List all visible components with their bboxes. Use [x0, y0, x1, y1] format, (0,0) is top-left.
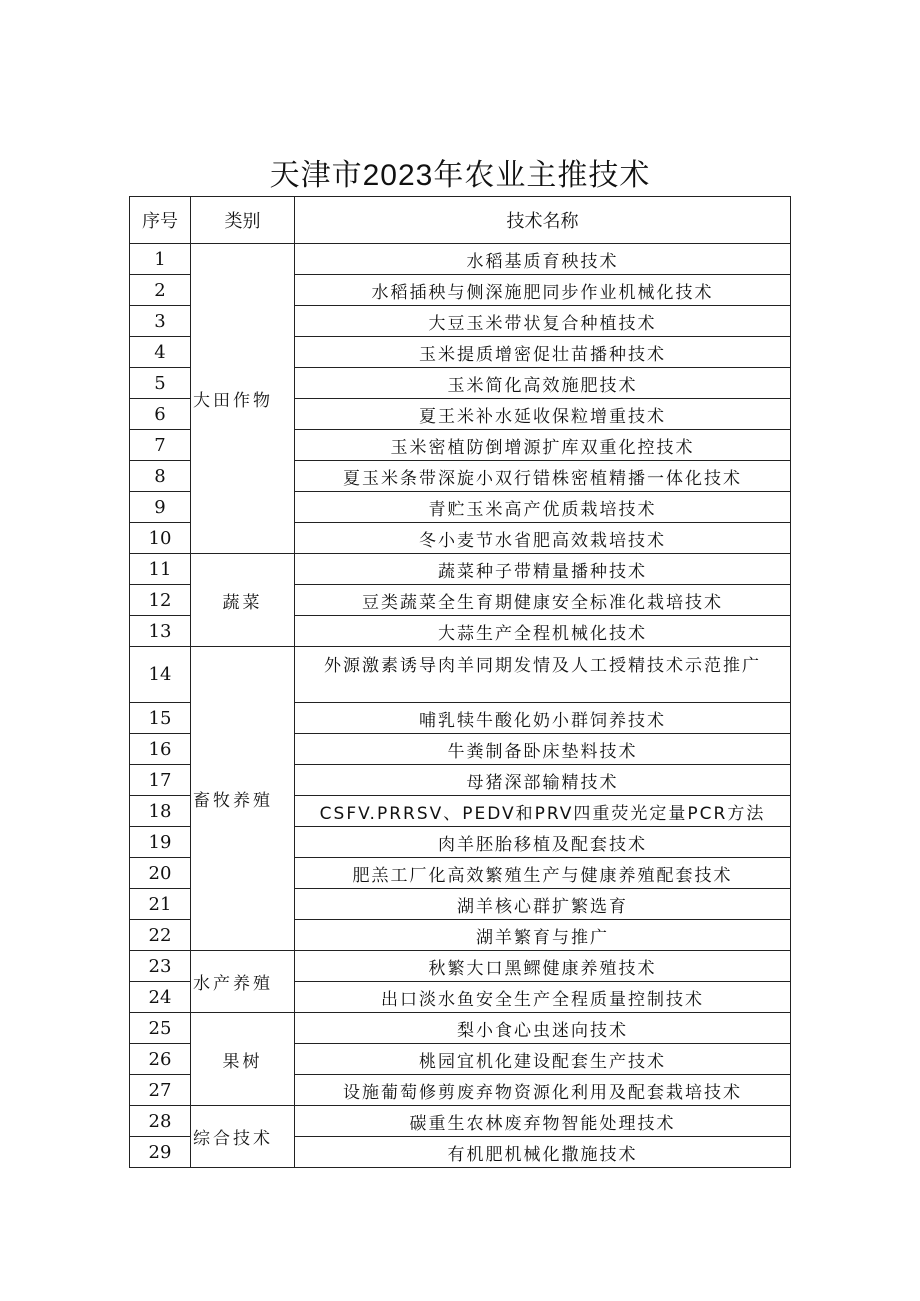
- tech-name: 大蒜生产全程机械化技术: [295, 616, 791, 647]
- category-cell: 水产养殖: [191, 951, 295, 1013]
- category-cell: 大田作物: [191, 244, 295, 554]
- category-cell: 蔬菜: [191, 554, 295, 647]
- table-row: [130, 951, 791, 982]
- row-index: 2: [130, 275, 191, 306]
- row-index: 14: [130, 647, 191, 703]
- row-index: 27: [130, 1075, 191, 1106]
- row-index: 26: [130, 1044, 191, 1075]
- row-index: 8: [130, 461, 191, 492]
- page-title: 天津市2023年农业主推技术: [269, 159, 651, 192]
- row-index: 18: [130, 796, 191, 827]
- table-row: [130, 554, 791, 585]
- tech-name: 夏王米补水延收保粒增重技术: [295, 399, 791, 430]
- tech-name: 玉米密植防倒增源扩库双重化控技术: [295, 430, 791, 461]
- tech-name: 碳重生农林废弃物智能处理技术: [295, 1106, 791, 1137]
- tech-name: 玉米提质增密促壮苗播种技术: [295, 337, 791, 368]
- tech-name: 设施葡萄修剪废弃物资源化利用及配套栽培技术: [295, 1075, 791, 1106]
- tech-name: 出口淡水鱼安全生产全程质量控制技术: [295, 982, 791, 1013]
- tech-name: 梨小食心虫迷向技术: [295, 1013, 791, 1044]
- row-index: 6: [130, 399, 191, 430]
- table-header-row: [130, 197, 791, 244]
- tech-name: 哺乳犊牛酸化奶小群饲养技术: [295, 703, 791, 734]
- header-category: 类别: [191, 197, 295, 244]
- category-cell: 畜牧养殖: [191, 647, 295, 951]
- tech-name: 青贮玉米高产优质栽培技术: [295, 492, 791, 523]
- row-index: 1: [130, 244, 191, 275]
- table-row: [130, 1106, 791, 1137]
- tech-name: 外源激素诱导肉羊同期发情及人工授精技术示范推广: [295, 647, 791, 703]
- table-row: [130, 1013, 791, 1044]
- header-index: 序号: [130, 197, 191, 244]
- row-index: 4: [130, 337, 191, 368]
- row-index: 17: [130, 765, 191, 796]
- row-index: 9: [130, 492, 191, 523]
- category-cell: 果树: [191, 1013, 295, 1106]
- category-cell: 综合技术: [191, 1106, 295, 1168]
- row-index: 22: [130, 920, 191, 951]
- table-row: [130, 244, 791, 275]
- row-index: 3: [130, 306, 191, 337]
- tech-name: 豆类蔬菜全生育期健康安全标准化栽培技术: [295, 585, 791, 616]
- row-index: 29: [130, 1137, 191, 1168]
- row-index: 20: [130, 858, 191, 889]
- row-index: 12: [130, 585, 191, 616]
- row-index: 11: [130, 554, 191, 585]
- tech-name: 蔬菜种子带精量播种技术: [295, 554, 791, 585]
- tech-table: [129, 196, 791, 1168]
- tech-name: 冬小麦节水省肥高效栽培技术: [295, 523, 791, 554]
- tech-name: 秋繁大口黑鳏健康养殖技术: [295, 951, 791, 982]
- row-index: 10: [130, 523, 191, 554]
- tech-name: 肥羔工厂化高效繁殖生产与健康养殖配套技术: [295, 858, 791, 889]
- tech-name: 有机肥机械化撒施技术: [295, 1137, 791, 1168]
- row-index: 5: [130, 368, 191, 399]
- tech-name: 水稻基质育秧技术: [295, 244, 791, 275]
- header-tech: 技术名称: [295, 197, 791, 244]
- tech-name: 大豆玉米带状复合种植技术: [295, 306, 791, 337]
- tech-name: 湖羊核心群扩繁选育: [295, 889, 791, 920]
- row-index: 21: [130, 889, 191, 920]
- row-index: 24: [130, 982, 191, 1013]
- row-index: 28: [130, 1106, 191, 1137]
- table-body: [130, 244, 791, 1168]
- row-index: 19: [130, 827, 191, 858]
- row-index: 7: [130, 430, 191, 461]
- tech-name: 夏玉米条带深旋小双行错株密植精播一体化技术: [295, 461, 791, 492]
- row-index: 16: [130, 734, 191, 765]
- tech-name: 桃园宜机化建设配套生产技术: [295, 1044, 791, 1075]
- row-index: 23: [130, 951, 191, 982]
- tech-name: 肉羊胚胎移植及配套技术: [295, 827, 791, 858]
- row-index: 13: [130, 616, 191, 647]
- tech-name: CSFV.PRRSV、PEDV和PRV四重荧光定量PCR方法: [295, 796, 791, 827]
- tech-name: 玉米简化高效施肥技术: [295, 368, 791, 399]
- row-index: 15: [130, 703, 191, 734]
- table-row: [130, 647, 791, 703]
- tech-name: 母猪深部输精技术: [295, 765, 791, 796]
- row-index: 25: [130, 1013, 191, 1044]
- tech-name: 牛粪制备卧床垫料技术: [295, 734, 791, 765]
- tech-name: 水稻插秧与侧深施肥同步作业机械化技术: [295, 275, 791, 306]
- tech-name: 湖羊繁育与推广: [295, 920, 791, 951]
